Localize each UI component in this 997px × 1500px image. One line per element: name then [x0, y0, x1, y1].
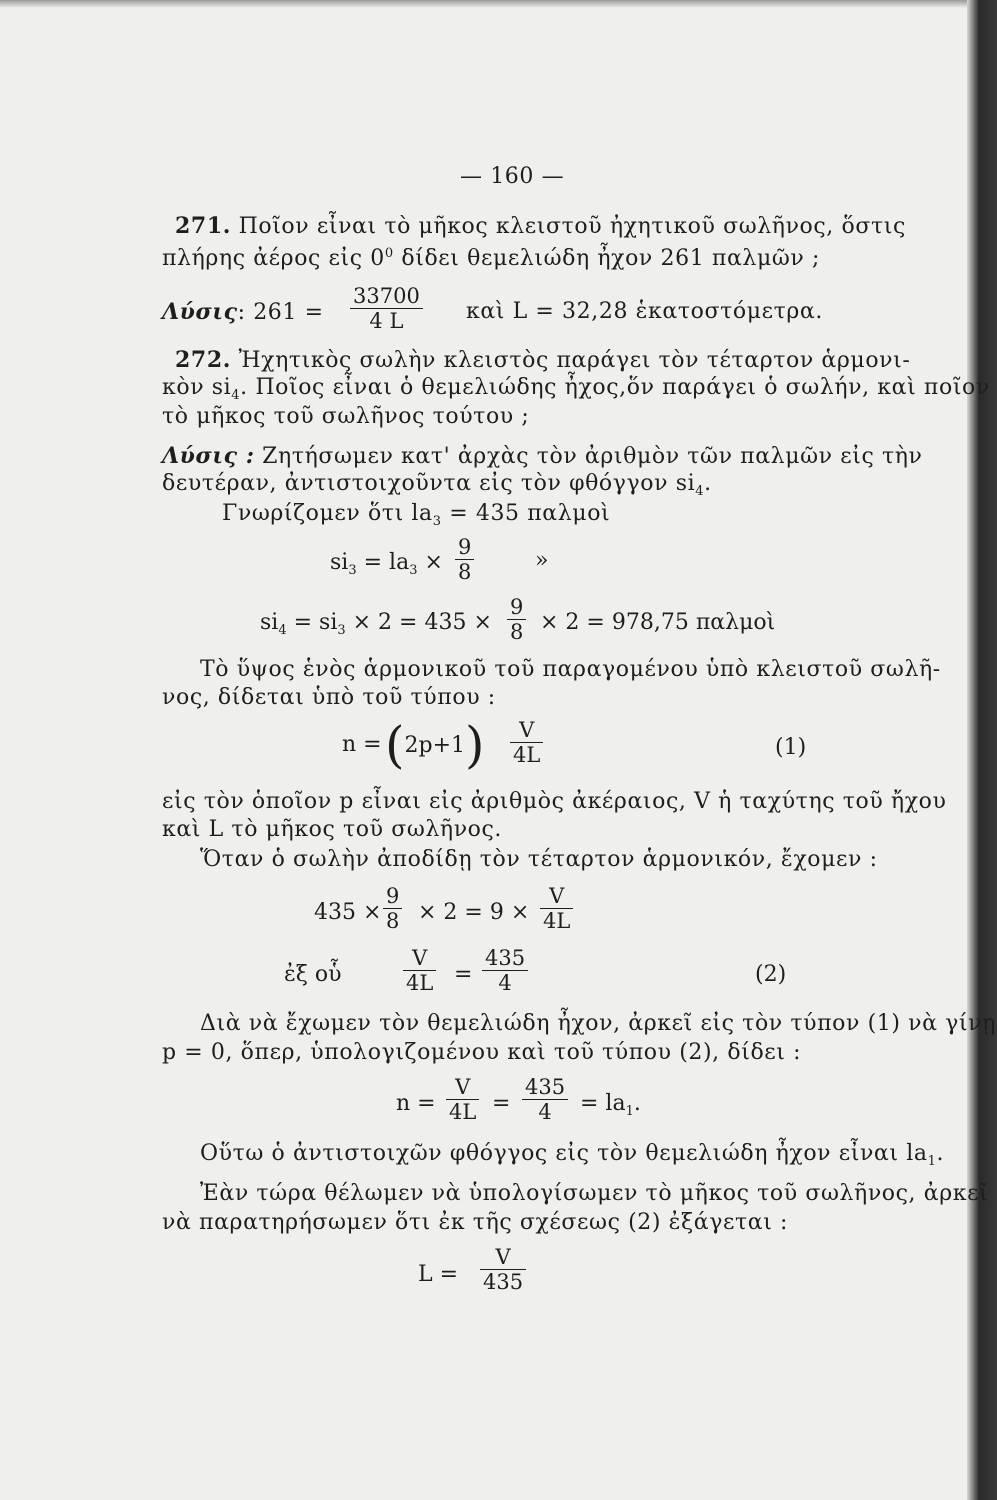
- equation-tag: (2): [755, 962, 787, 987]
- denominator: 4L: [513, 743, 541, 767]
- problem-number: 271.: [175, 213, 231, 239]
- equation-lhs: : 261 =: [237, 300, 324, 325]
- fraction-9-over-8: [383, 884, 402, 933]
- equation-si4: [260, 610, 492, 644]
- fraction-V-over-4L: [446, 1075, 479, 1124]
- solution-text: Γνωρίζομεν ὅτι la: [222, 501, 433, 526]
- paragraph-line: Ὅταν ὁ σωλὴν ἀποδίδῃ τὸν τέταρτον ἁρμονικόν, ἔχομεν :: [200, 847, 878, 872]
- page-number: — 160 —: [460, 164, 565, 189]
- paragraph-text: Οὕτω ὁ ἀντιστοιχῶν φθόγγος εἰς τὸν θεμελιώδη ἦχον εἶναι la: [200, 1141, 928, 1166]
- numerator: V: [403, 946, 436, 971]
- paragraph-line: p = 0, ὅπερ, ὑπολογιζομένου καὶ τοῦ τύπου (2), δίδει :: [162, 1040, 802, 1065]
- problem-text: Ἠχητικὸς σωλὴν κλειστὸς παράγει τὸν τέταρτον ἁρμονι-: [238, 348, 911, 373]
- superscript: 0: [384, 246, 394, 261]
- equation-term: 435 ×: [314, 900, 382, 925]
- equation-si4-result: × 2 = 978,75 παλμοὶ: [540, 610, 776, 635]
- fraction-9-over-8: [455, 535, 474, 584]
- solution-272-line-1: [162, 442, 922, 471]
- equation-lhs: n =: [396, 1091, 436, 1116]
- denominator: 8: [386, 909, 400, 933]
- subscript: 4: [278, 623, 287, 638]
- denominator: 4: [498, 971, 512, 995]
- equation-lhs: L =: [418, 1262, 459, 1287]
- problem-text: . Ποῖος εἶναι ὁ θεμελιώδης ἦχος,ὅν παράγει ὁ σωλήν, καὶ ποῖον: [240, 375, 990, 400]
- equation-term: × 2 = 9 ×: [418, 900, 530, 925]
- equation-prefix: ἐξ οὗ: [284, 962, 342, 987]
- denominator: 4L: [406, 971, 434, 995]
- math-term: .: [633, 1091, 641, 1116]
- math-term: = la: [580, 1091, 626, 1116]
- subscript: 3: [409, 563, 418, 578]
- ditto-mark: »: [535, 548, 549, 573]
- problem-272-line-3: τὸ μῆκος τοῦ σωλῆνος τούτου ;: [162, 404, 530, 429]
- equation-tag: (1): [775, 735, 807, 760]
- paragraph-text: .: [936, 1141, 945, 1166]
- solution-text: Ζητήσωμεν κατ' ἀρχὰς τὸν ἀριθμὸν τῶν παλμῶν εἰς τὴν: [262, 444, 923, 469]
- equation-result: [580, 1091, 641, 1125]
- fraction-V-over-435: [480, 1245, 526, 1294]
- equals-sign: =: [492, 1091, 511, 1116]
- math-term: 2p+1: [404, 733, 466, 758]
- fraction-V-over-4L: [510, 718, 543, 767]
- problem-text: κὸν si: [162, 375, 232, 400]
- solution-271-result: καὶ L = 32,28 ἑκατοστόμετρα.: [466, 299, 823, 324]
- numerator: 9: [455, 535, 474, 560]
- formula-1-lhs: n =: [342, 732, 382, 757]
- fraction-435-over-4: [522, 1075, 568, 1124]
- problem-text: δίδει θεμελιώδη ἦχον 261 παλμῶν ;: [393, 246, 820, 271]
- paragraph-line: [200, 1140, 944, 1176]
- fraction-V-over-4L: [403, 946, 436, 995]
- fraction-V-over-4L: [540, 884, 573, 933]
- subscript: 4: [231, 388, 241, 403]
- problem-271-line-2: [162, 240, 820, 273]
- numerator: 9: [383, 884, 402, 909]
- paragraph-line: εἰς τὸν ὁποῖον p εἶναι εἰς ἀριθμὸς ἀκέραιος, V ἡ ταχύτης τοῦ ἤχου: [162, 789, 947, 814]
- solution-272-line-3: [222, 500, 610, 536]
- subscript: 3: [337, 623, 346, 638]
- subscript: 3: [432, 514, 442, 529]
- math-term: × 2 = 435 ×: [345, 610, 492, 635]
- page-binding-edge: [967, 0, 997, 1500]
- paragraph-line: Ἐὰν τώρα θέλωμεν νὰ ὑπολογίσωμεν τὸ μῆκος τοῦ σωλῆνος, ἀρκεῖ: [200, 1181, 989, 1206]
- problem-272-line-1: [175, 346, 910, 375]
- paragraph-line: καὶ L τὸ μῆκος τοῦ σωλῆνος.: [162, 817, 503, 842]
- solution-label: Λύσις: [162, 299, 238, 325]
- paragraph-line: νος, δίδεται ὑπὸ τοῦ τύπου :: [162, 685, 496, 710]
- paragraph-line: Τὸ ὕψος ἑνὸς ἁρμονικοῦ τοῦ παραγομένου ὑπὸ κλειστοῦ σωλῆ-: [200, 657, 941, 682]
- right-paren: ): [465, 716, 485, 774]
- left-paren: (: [385, 716, 405, 774]
- numerator: V: [510, 718, 543, 743]
- math-term: = si: [286, 610, 338, 635]
- denominator: 8: [458, 560, 472, 584]
- fraction-435-over-4: [482, 946, 528, 995]
- subscript: 1: [625, 1104, 634, 1119]
- denominator: 4L: [449, 1100, 477, 1124]
- solution-text: = 435 παλμοὶ: [441, 501, 611, 526]
- numerator: V: [540, 884, 573, 909]
- numerator: 435: [522, 1075, 568, 1100]
- math-term: si: [330, 550, 349, 575]
- denominator: 4L: [543, 909, 571, 933]
- paragraph-line: νὰ παρατηρήσωμεν ὅτι ἐκ τῆς σχέσεως (2) ἐξάγεται :: [162, 1210, 789, 1235]
- denominator: 4 L: [369, 309, 404, 333]
- fraction-9-over-8: [507, 595, 526, 644]
- numerator: 435: [482, 946, 528, 971]
- denominator: 8: [510, 620, 524, 644]
- numerator: V: [446, 1075, 479, 1100]
- numerator: 33700: [350, 284, 423, 309]
- solution-text: .: [704, 471, 712, 496]
- numerator: V: [480, 1245, 526, 1270]
- page-top-edge: [0, 0, 997, 8]
- denominator: 4: [538, 1100, 552, 1124]
- numerator: 9: [507, 595, 526, 620]
- math-operator: ×: [417, 550, 443, 575]
- problem-text: Ποῖον εἶναι τὸ μῆκος κλειστοῦ ἠχητικοῦ σωλῆνος, ὅστις: [238, 214, 906, 239]
- formula-1-parenthesis: [385, 716, 485, 774]
- equation-si3: [330, 550, 443, 584]
- equals-sign: =: [454, 962, 473, 987]
- math-term: si: [260, 610, 279, 635]
- subscript: 1: [927, 1154, 937, 1169]
- solution-271-label: [162, 298, 324, 327]
- fraction-33700-over-4L: [350, 284, 423, 333]
- problem-number: 272.: [175, 347, 231, 373]
- math-term: = la: [356, 550, 410, 575]
- solution-label: Λύσις :: [162, 443, 255, 469]
- problem-271-line-1: [175, 212, 906, 241]
- problem-text: πλήρης ἀέρος εἰς 0: [162, 246, 385, 271]
- subscript: 3: [348, 563, 357, 578]
- paragraph-line: Διὰ νὰ ἔχωμεν τὸν θεμελιώδη ἦχον, ἀρκεῖ εἰς τὸν τύπον (1) νὰ γίνῃ: [200, 1011, 996, 1036]
- subscript: 4: [695, 484, 705, 499]
- denominator: 435: [483, 1270, 524, 1294]
- solution-text: δευτέραν, ἀντιστοιχοῦντα εἰς τὸν φθόγγον si: [162, 471, 696, 496]
